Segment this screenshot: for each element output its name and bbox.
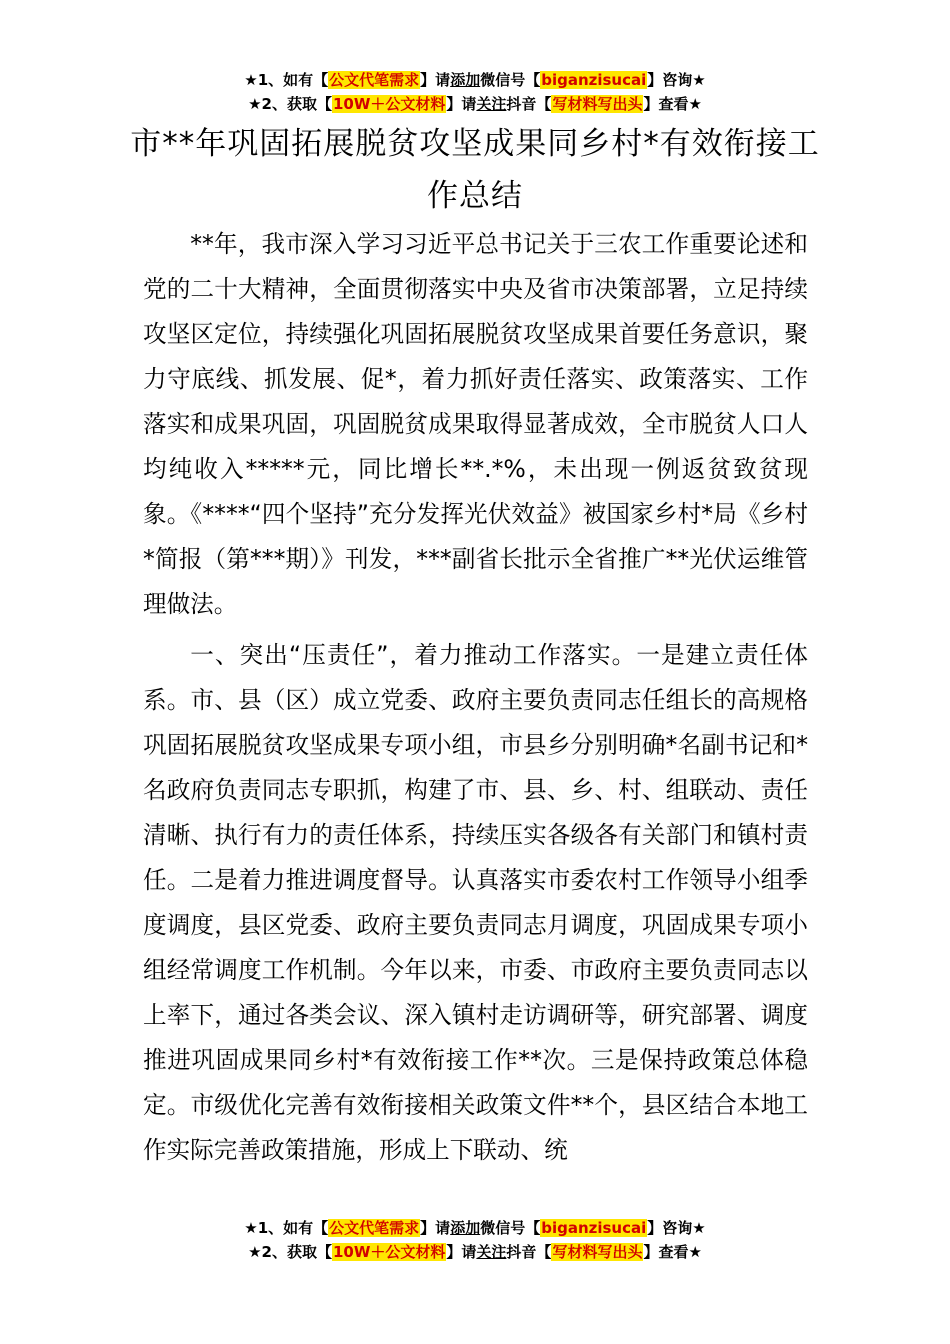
document-title: 市**年巩固拓展脱贫攻坚成果同乡村*有效衔接工作总结 <box>130 126 820 214</box>
section-one-paragraph: 一、突出“压责任”，着力推动工作落实。一是建立责任体系。市、县（区）成立党委、政府主要负责同志任组长的高规格巩固拓展脱贫攻坚成果专项小组，市县乡分别明确*名副书记和*名政府负责同志专职抓，构建了市、县、乡、村、组联动、责任清晰、执行有力的责任体系，持续压实各级各有关部门和镇村责任。二是着力推进调度督导。认真落实市委农村工作领导小组季度调度，县区党委、政府主要负责同志月调度，巩固成果专项小组经常调度工作机制。今年以来，市委、市政府主要负责同志以上率下，通过各类会议、深入镇村走访调研等，研究部署、调度推进巩固成果同乡村*有效衔接工作**次。三是保持政策总体稳定。市级优化完善有效衔接相关政策文件**个，县区结合本地工作实际完善政策措施，形成上下联动、统 <box>143 641 808 1164</box>
promo-highlight: 10W＋公文材料 <box>332 95 446 113</box>
promo-highlight: biganzisucai <box>541 1219 647 1237</box>
promo-text: ★1、如有【 <box>244 71 329 89</box>
promo-underline: 添加 <box>450 1219 481 1237</box>
promo-text: 微信号【 <box>480 71 541 89</box>
promo-text: 】请 <box>446 95 477 113</box>
promo-highlight: 10W＋公文材料 <box>332 1243 446 1261</box>
promo-text: 】请 <box>420 1219 451 1237</box>
promo-text: 】咨询★ <box>647 1219 706 1237</box>
promo-highlight: 公文代笔需求 <box>329 71 420 89</box>
promo-highlight: 写材料写出头 <box>552 95 643 113</box>
document-body <box>143 222 808 1173</box>
promo-text: 】查看★ <box>643 1243 702 1261</box>
promo-highlight: 写材料写出头 <box>552 1243 643 1261</box>
promo-text: ★2、获取【 <box>248 1243 332 1261</box>
header-promo-banner <box>0 68 950 116</box>
promo-text: 】请 <box>446 1243 477 1261</box>
promo-text: 】请 <box>420 71 451 89</box>
promo-line-1 <box>0 1216 950 1240</box>
promo-underline: 添加 <box>450 71 481 89</box>
promo-text: ★2、获取【 <box>248 95 332 113</box>
promo-underline: 关注 <box>476 1243 507 1261</box>
promo-text: 抖音【 <box>506 1243 552 1261</box>
promo-text: 抖音【 <box>506 95 552 113</box>
promo-highlight: 公文代笔需求 <box>329 1219 420 1237</box>
promo-text: 】咨询★ <box>647 71 706 89</box>
promo-underline: 关注 <box>476 95 507 113</box>
promo-line-2 <box>0 1240 950 1264</box>
promo-line-1 <box>0 68 950 92</box>
promo-text: ★1、如有【 <box>244 1219 329 1237</box>
promo-highlight: biganzisucai <box>541 71 647 89</box>
promo-text: 微信号【 <box>480 1219 541 1237</box>
footer-promo-banner <box>0 1216 950 1264</box>
intro-paragraph: **年，我市深入学习习近平总书记关于三农工作重要论述和党的二十大精神，全面贯彻落实中央及省市决策部署，立足持续攻坚区定位，持续强化巩固拓展脱贫攻坚成果首要任务意识，聚力守底线、抓发展、促*，着力抓好责任落实、政策落实、工作落实和成果巩固，巩固脱贫成果取得显著成效，全市脱贫人口人均纯收入*****元，同比增长**.*%，未出现一例返贫致贫现象。《****“四个坚持”充分发挥光伏效益》被国家乡村*局《乡村*简报（第***期）》刊发，***副省长批示全省推广**光伏运维管理做法。 <box>143 230 808 618</box>
promo-text: 】查看★ <box>643 95 702 113</box>
promo-line-2 <box>0 92 950 116</box>
